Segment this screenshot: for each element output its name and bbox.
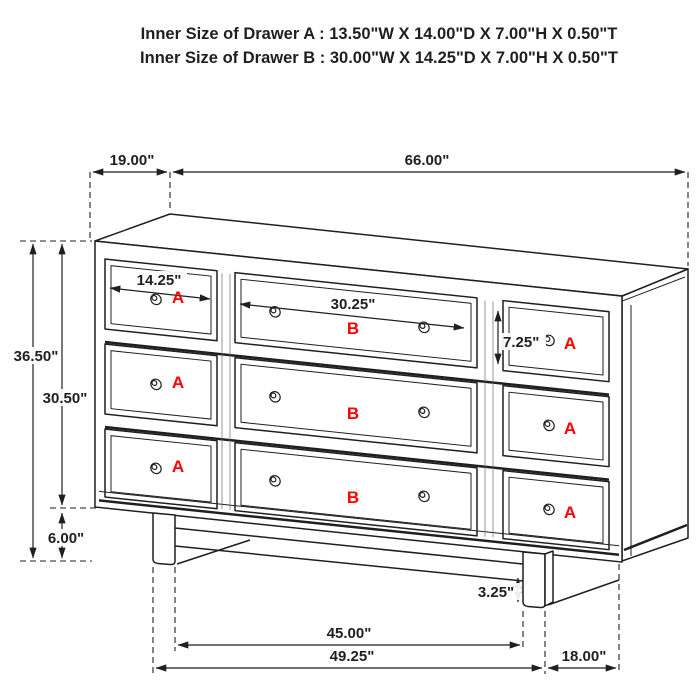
drawer-a-letter: A — [563, 503, 577, 522]
dimension-case-height — [39, 244, 91, 505]
dimension-base-depth — [548, 647, 616, 668]
drawer-a-letter: A — [171, 457, 185, 476]
drawer-a-letter: A — [171, 288, 185, 307]
drawer-a-right-middle — [503, 386, 609, 467]
dimension-label: 30.50" — [42, 390, 88, 407]
dimension-base-inner-width — [178, 624, 520, 645]
dimension-label: 30.25" — [330, 296, 376, 313]
knob-icon — [151, 379, 161, 390]
dimension-label: 7.25" — [503, 334, 540, 351]
knob-icon — [419, 491, 429, 502]
right-base-brace — [548, 580, 619, 605]
dimension-label: 66.00" — [404, 152, 450, 169]
drawer-a-letter: A — [563, 419, 577, 438]
dimension-label: 6.00" — [47, 530, 85, 547]
knob-icon — [270, 475, 280, 486]
inner-size-drawer-b: Inner Size of Drawer B : 30.00"W X 14.25"D X 7.00"H X 0.50"T — [140, 49, 618, 67]
right-leg-side — [545, 551, 553, 606]
knob-icon — [151, 463, 161, 474]
knob-icon — [544, 420, 554, 431]
dimension-label: 14.25" — [136, 272, 182, 289]
drawer-a-letter: A — [563, 334, 577, 353]
knob-icon — [544, 504, 554, 515]
dimension-top-width — [173, 152, 685, 172]
dimension-top-depth — [93, 152, 167, 172]
knob-icon — [419, 407, 429, 418]
dimension-base-outer-width — [156, 647, 542, 668]
drawer-b-letter: B — [346, 404, 360, 423]
dimension-label: 3.25" — [477, 584, 515, 601]
right-leg-front — [523, 552, 545, 608]
dimension-label: 49.25" — [329, 648, 375, 665]
knob-icon — [270, 391, 280, 402]
inner-size-drawer-a: Inner Size of Drawer A : 13.50"W X 14.00"D X 7.00"H X 0.50"T — [140, 25, 618, 43]
drawer-b-letter: B — [346, 319, 360, 338]
dimension-leg-height — [42, 513, 90, 558]
knob-icon — [151, 294, 161, 305]
drawer-b-letter: B — [346, 488, 360, 507]
dimension-label: 36.50" — [13, 348, 59, 365]
drawer-a-letter: A — [171, 373, 185, 392]
left-leg — [153, 513, 175, 565]
dimension-label: 19.00" — [109, 152, 155, 169]
stretcher-bottom-edge — [175, 546, 523, 581]
dresser-right-side-panel — [622, 269, 688, 561]
dimension-label: 18.00" — [561, 648, 607, 665]
drawer-a-right-bottom — [503, 471, 609, 550]
dimension-foot-height — [471, 578, 521, 602]
dimension-label: 45.00" — [326, 625, 372, 642]
